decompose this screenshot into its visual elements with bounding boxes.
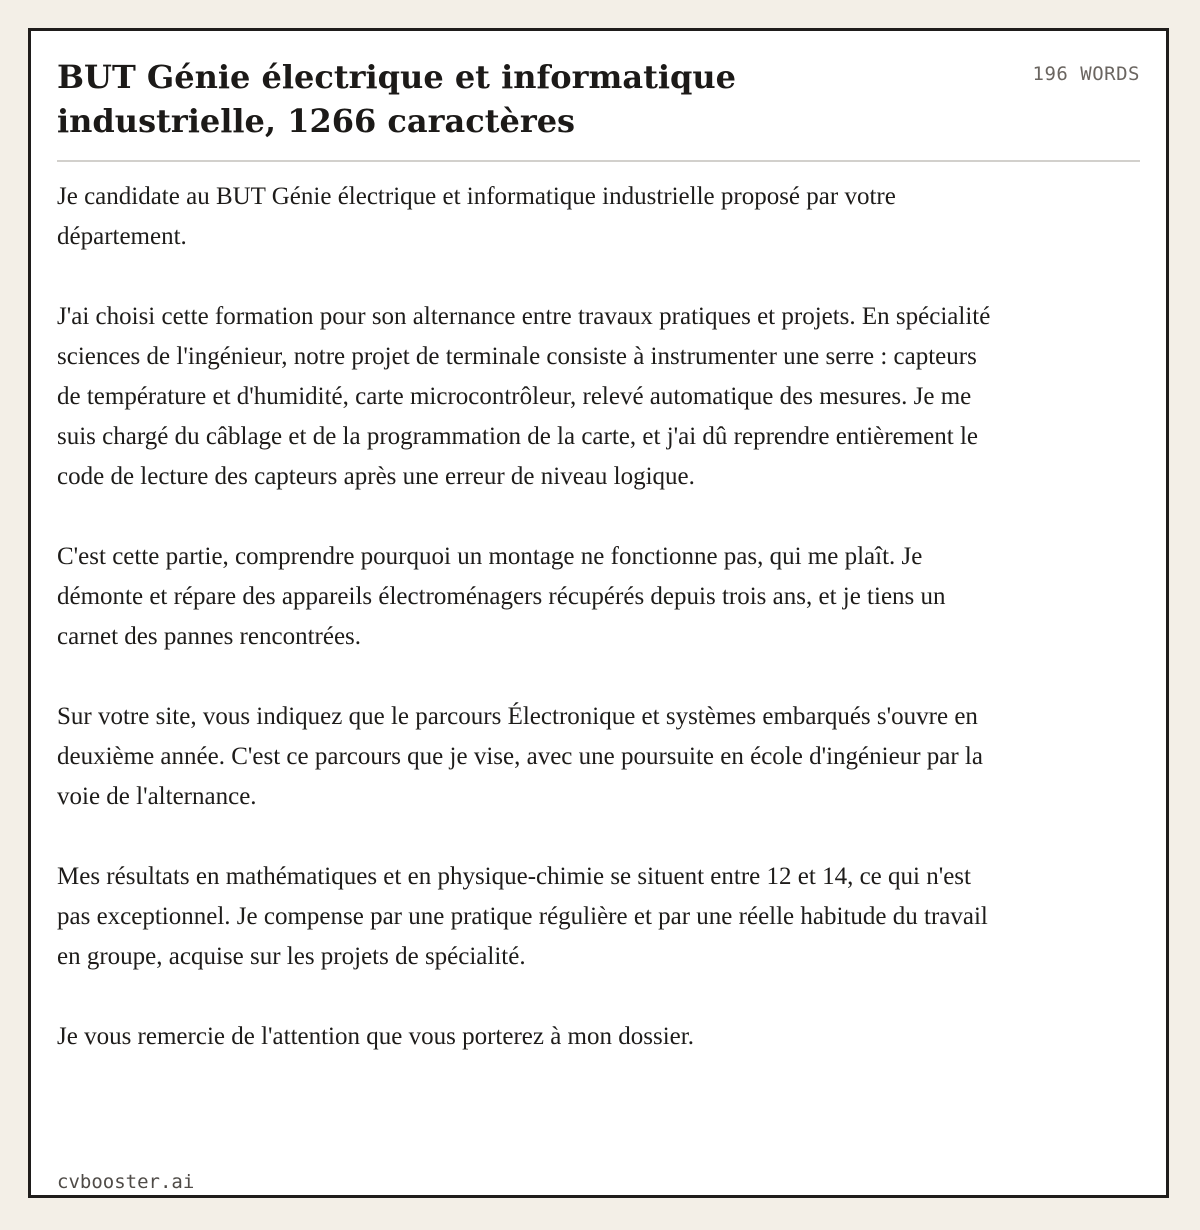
- paragraph: J'ai choisi cette formation pour son alternance entre travaux pratiques et projets. En spécialité sciences de l'ingénieur, notre projet de terminale consiste à instrumenter une serre : capteurs de température et d'humidité, carte microcontrôleur, relevé automatique des mesures. Je me suis chargé du câblage et de la programmation de la carte, et j'ai dû reprendre entièrement le code de lecture des capteurs après une erreur de niveau logique.: [57, 303, 991, 490]
- footer-brand: cvbooster.ai: [57, 1171, 195, 1193]
- paragraph: Je candidate au BUT Génie électrique et informatique industrielle proposé par votre département.: [57, 183, 896, 250]
- paragraph: C'est cette partie, comprendre pourquoi un montage ne fonctionne pas, qui me plaît. Je démonte et répare des appareils électroménagers récupérés depuis trois ans, et je tiens un carnet des pannes rencontrées.: [57, 543, 946, 650]
- paragraph: Sur votre site, vous indiquez que le parcours Électronique et systèmes embarqués s'ouvre en deuxième année. C'est ce parcours que je vise, avec une poursuite en école d'ingénieur par la voie de l'alternance.: [57, 703, 983, 810]
- document-card: [28, 28, 1169, 1198]
- paragraph: Mes résultats en mathématiques et en physique-chimie se situent entre 12 et 14, ce qui n'est pas exceptionnel. Je compense par une pratique régulière et par une réelle habitude du travail en groupe, acquise sur les projets de spécialité.: [57, 863, 988, 970]
- paragraph: Je vous remercie de l'attention que vous porterez à mon dossier.: [57, 1023, 694, 1050]
- word-count-badge: 196 WORDS: [1032, 63, 1140, 85]
- title-divider: [57, 160, 1140, 162]
- document-body: [57, 177, 1002, 1057]
- document-title: BUT Génie électrique et informatique industrielle, 1266 caractères: [57, 58, 737, 140]
